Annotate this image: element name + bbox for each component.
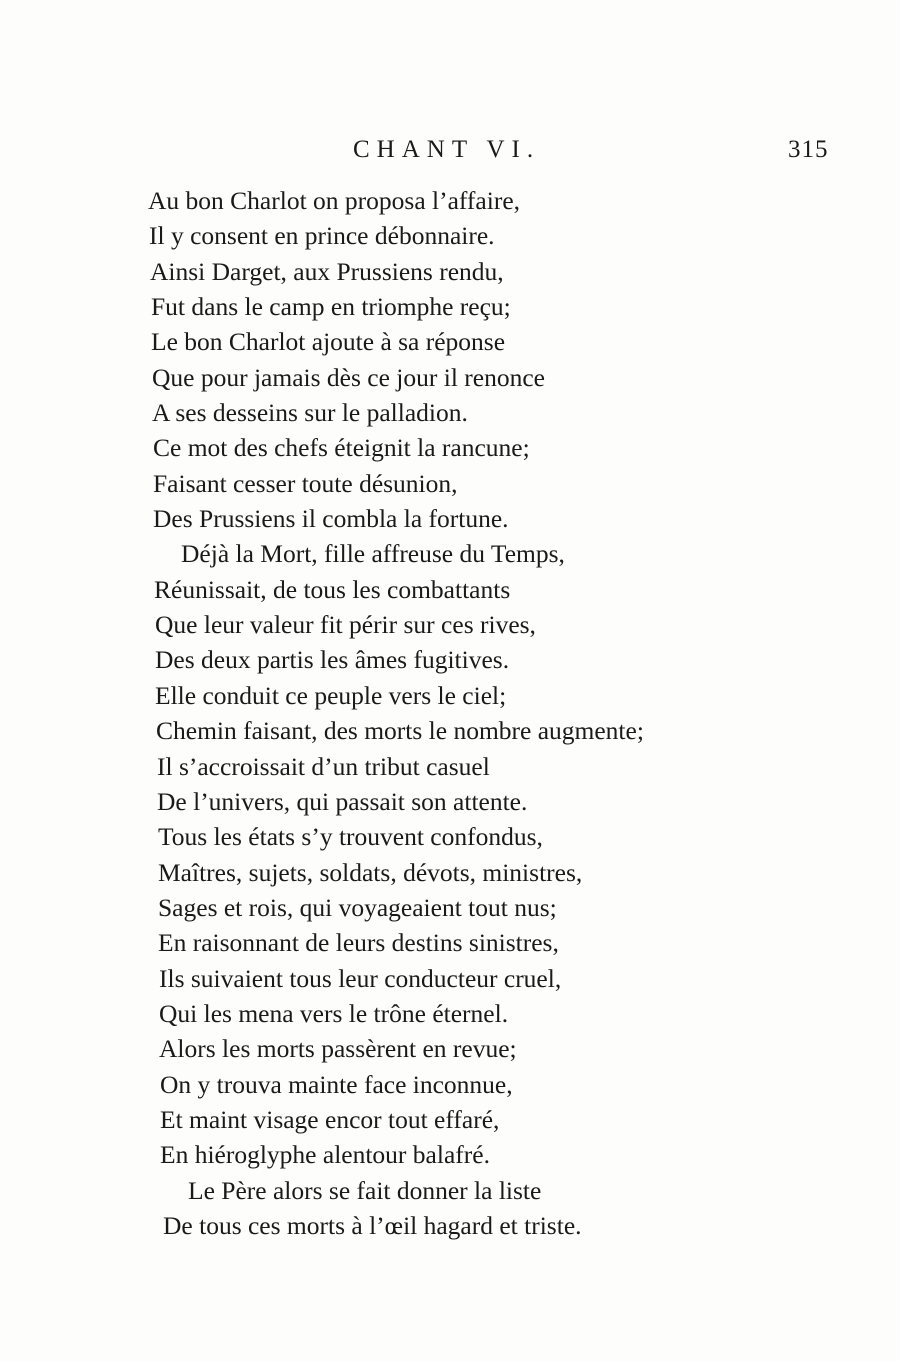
- verse-line: Déjà la Mort, fille affreuse du Temps,: [181, 539, 565, 569]
- verse-line: Le Père alors se fait donner la liste: [188, 1175, 542, 1205]
- verse-line: De tous ces morts à l’œil hagard et triste.: [163, 1210, 582, 1240]
- verse-line: A ses desseins sur le palladion.: [152, 398, 468, 428]
- verse-line: Faisant cesser toute désunion,: [153, 468, 458, 498]
- verse-line: En hiéroglyphe alentour balafré.: [160, 1140, 490, 1170]
- running-head: [0, 132, 900, 168]
- verse-line: Il y consent en prince débonnaire.: [149, 221, 495, 251]
- verse-line: Que pour jamais dès ce jour il renonce: [152, 362, 545, 392]
- verse-line: Ainsi Darget, aux Prussiens rendu,: [150, 256, 504, 286]
- verse-line: Réunissait, de tous les combattants: [154, 574, 511, 604]
- verse-line: Elle conduit ce peuple vers le ciel;: [155, 680, 507, 710]
- verse-line: De l’univers, qui passait son attente.: [157, 786, 528, 816]
- verse-line: Des Prussiens il combla la fortune.: [153, 504, 509, 534]
- verse-line: Des deux partis les âmes fugitives.: [155, 645, 510, 675]
- verse-line: On y trouva mainte face inconnue,: [160, 1069, 513, 1099]
- verse-line: Ce mot des chefs éteignit la rancune;: [153, 433, 530, 463]
- verse-line: Au bon Charlot on proposa l’affaire,: [148, 186, 521, 215]
- verse-line: Et maint visage encor tout effaré,: [160, 1104, 500, 1134]
- verse-line: Qui les mena vers le trône éternel.: [159, 998, 509, 1028]
- verse-line: Chemin faisant, des morts le nombre augmente;: [156, 716, 644, 746]
- verse-line: Fut dans le camp en triomphe reçu;: [151, 292, 511, 322]
- page-number: 315: [788, 136, 829, 163]
- verse-line: Alors les morts passèrent en revue;: [159, 1034, 517, 1064]
- verse-line: Sages et rois, qui voyageaient tout nus;: [158, 892, 557, 922]
- verse-line: Que leur valeur fit périr sur ces rives,: [155, 610, 536, 640]
- verse-line: En raisonnant de leurs destins sinistres,: [158, 928, 559, 958]
- verse-line: Ils suivaient tous leur conducteur cruel,: [159, 963, 562, 993]
- chapter-title: CHANT VI.: [353, 136, 541, 163]
- verse-line: Le bon Charlot ajoute à sa réponse: [151, 327, 506, 357]
- verse-block: [148, 183, 848, 1243]
- verse-line: Tous les états s’y trouvent confondus,: [158, 822, 543, 852]
- verse-line: Maîtres, sujets, soldats, dévots, ministres,: [158, 857, 583, 887]
- verse-line: Il s’accroissait d’un tribut casuel: [157, 751, 490, 781]
